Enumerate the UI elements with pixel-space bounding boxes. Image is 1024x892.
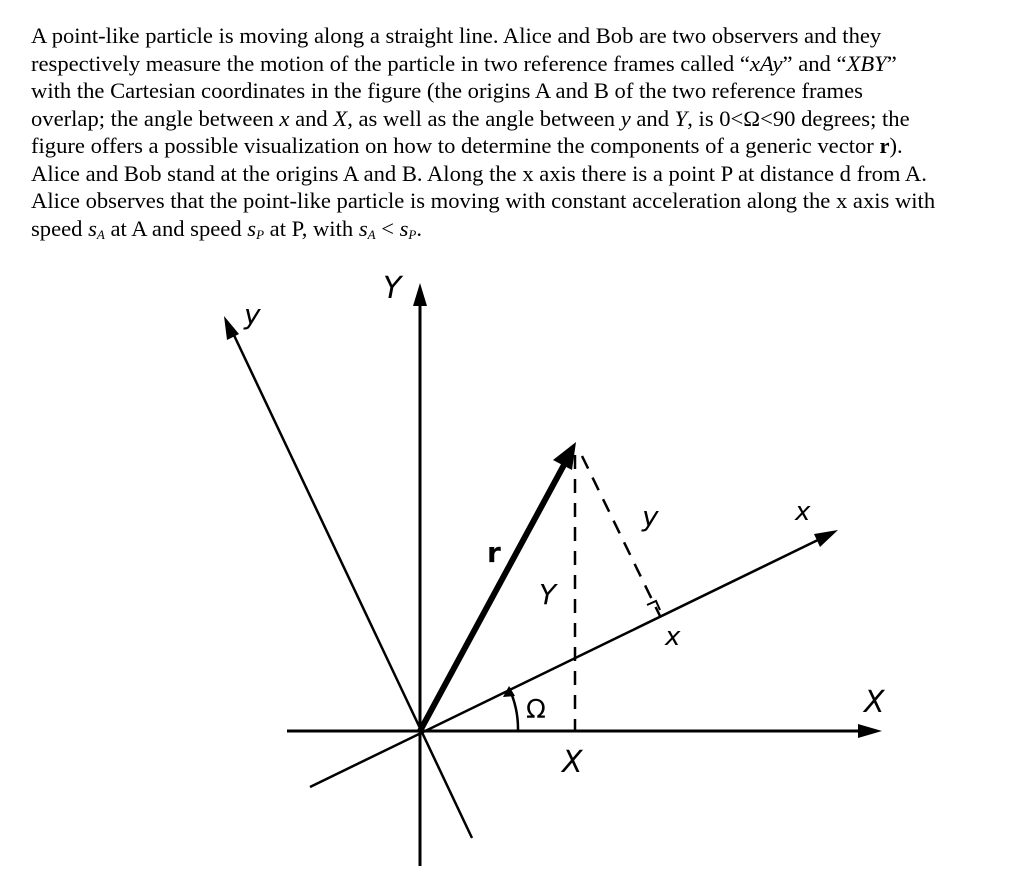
speed-sA: $s_A$ [88,215,105,242]
y-axis-arrowhead [224,316,239,340]
Y-axis-arrowhead [413,283,427,306]
vector-r-symbol: r [879,133,890,158]
label-x-component: x [665,622,681,652]
label-y-component: y [642,500,659,533]
text-line-5: figure offers a possible visualization on how to determine the components of a generic vector r). [31,133,903,158]
text-line-7: Alice observes that the point-like particle is moving with constant acceleration along the x axis with [31,188,936,213]
x-axis-arrowhead [814,530,838,547]
text-line-8: speed $s_A$ at A and speed $s_P$ at P, with $s_A < s_P$. [31,215,423,242]
right-angle-mark [647,601,660,610]
text-line-1: A point-like particle is moving along a straight line. Alice and Bob are two observers and they [31,23,882,48]
vector-r-arrowhead [553,442,576,470]
label-Y-component: Y [539,578,557,611]
label-X-component: X [562,745,583,780]
label-Y-axis: Y [383,271,402,306]
y-axis [232,331,472,838]
label-X-axis: X [864,685,885,720]
text-line-6: Alice and Bob stand at the origins A and B. Along the x axis there is a point P at distance d from A. [31,160,927,186]
speed-sP: $s_P$ [247,215,265,242]
label-vector-r: r [487,536,501,569]
frame-name-xAy: xAy [749,50,783,76]
projection-y-dashed [582,456,660,616]
text-line-4: overlap; the angle between x and X, as well as the angle between y and Y, is 0<Ω<90 degrees; the [31,105,910,131]
text-line-2: respectively measure the motion of the particle in two reference frames called “xAy” and “XBY” [31,50,897,76]
label-y-axis: y [244,298,261,331]
frame-name-XBY: XBY [846,50,887,76]
text-line-3: with the Cartesian coordinates in the figure (the origins A and B of the two reference frames [31,78,863,103]
X-axis-arrowhead [858,724,882,738]
label-x-axis: x [795,497,811,527]
label-omega: Ω [526,695,546,725]
